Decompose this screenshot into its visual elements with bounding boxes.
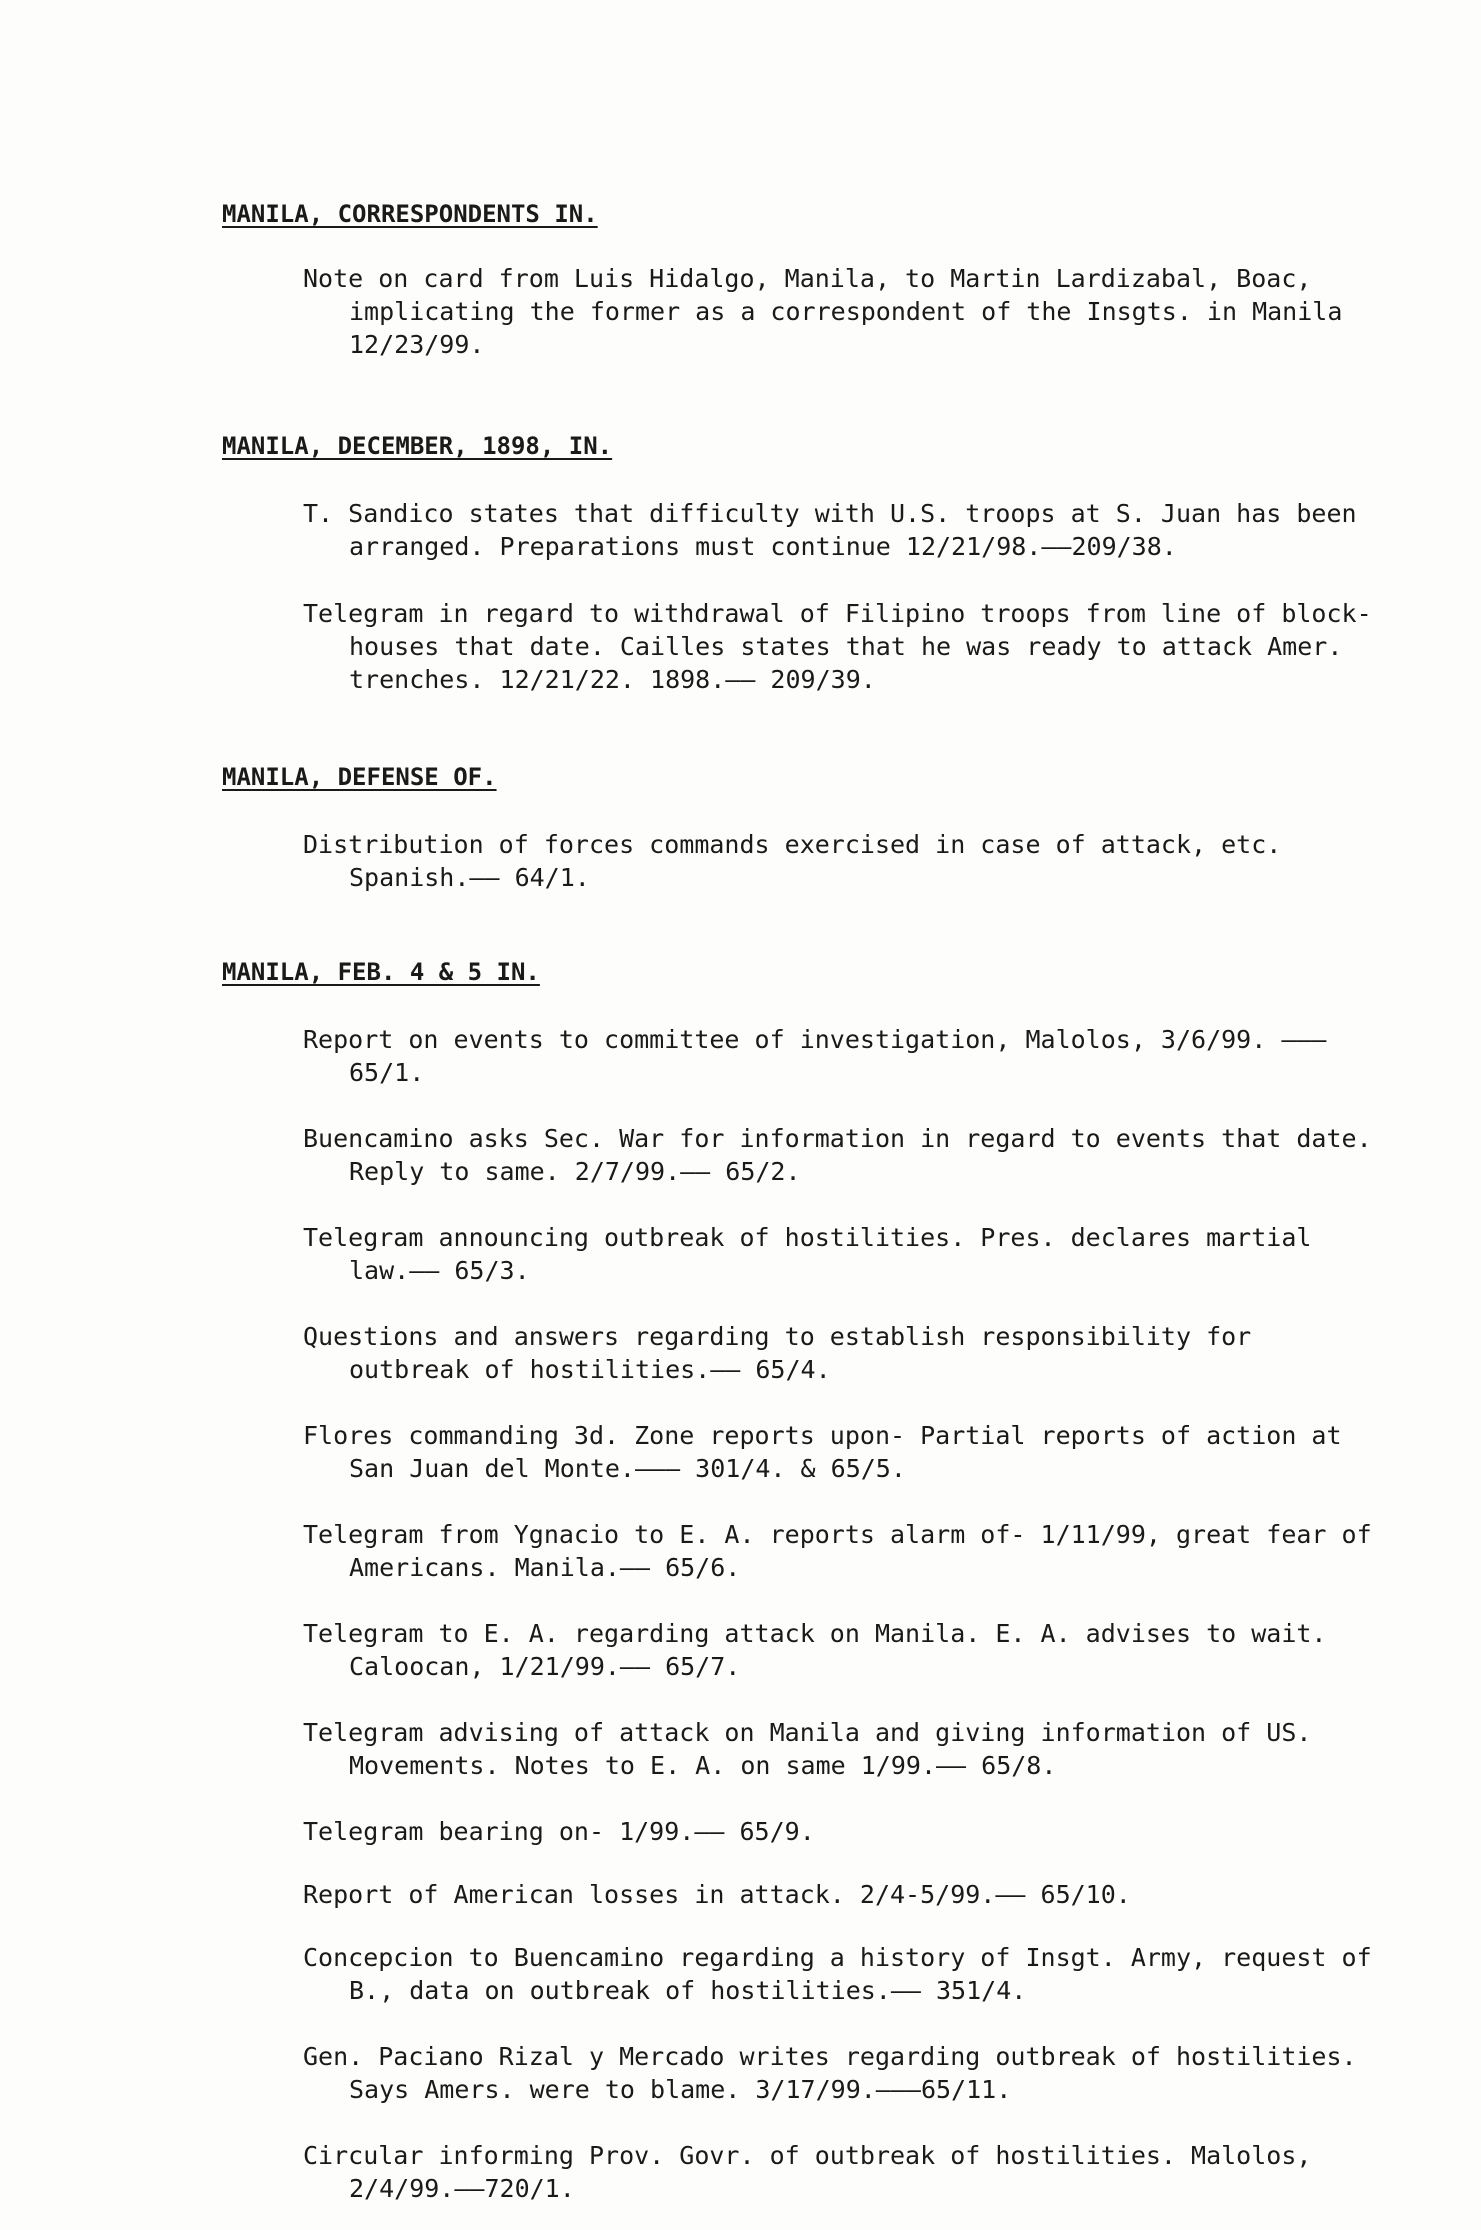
entry-feb-13: Circular informing Prov. Govr. of outbreak of hostilities. Malolos, 2/4/99.——720/1. — [303, 2141, 1312, 2203]
entry-feb-3: Telegram announcing outbreak of hostilities. Pres. declares martial law.—— 65/3. — [303, 1223, 1312, 1285]
entry-feb-8: Telegram advising of attack on Manila and giving information of US. Movements. Notes to E. A. on same 1/99.—— 65/8. — [303, 1718, 1312, 1780]
entry-december-2: Telegram in regard to withdrawal of Filipino troops from line of block-houses that date. Cailles states that he was ready to attack Amer. trenches. 12/21/22. 1898.—— 209/39. — [303, 599, 1372, 694]
entry-feb-11: Concepcion to Buencamino regarding a history of Insgt. Army, request of B., data on outbreak of hostilities.—— 351/4. — [303, 1943, 1372, 2005]
heading-defense: MANILA, DEFENSE OF. — [222, 763, 497, 791]
entry-feb-2: Buencamino asks Sec. War for information in regard to events that date. Reply to same. 2/7/99.—— 65/2. — [303, 1124, 1372, 1186]
entry-feb-10: Report of American losses in attack. 2/4-5/99.—— 65/10. — [303, 1880, 1131, 1909]
heading-correspondents: MANILA, CORRESPONDENTS IN. — [222, 200, 598, 228]
entry-feb-6: Telegram from Ygnacio to E. A. reports alarm of- 1/11/99, great fear of Americans. Manila.—— 65/6. — [303, 1520, 1372, 1582]
entry-correspondents-1: Note on card from Luis Hidalgo, Manila, to Martin Lardizabal, Boac, implicating the former as a correspondent of the Insgts. in Manila 12/23/99. — [303, 264, 1343, 359]
entry-feb-7: Telegram to E. A. regarding attack on Manila. E. A. advises to wait. Caloocan, 1/21/99.—— 65/7. — [303, 1619, 1327, 1681]
entry-feb-5: Flores commanding 3d. Zone reports upon- Partial reports of action at San Juan del Monte.——— 301/4. & 65/5. — [303, 1421, 1342, 1483]
entry-feb-4: Questions and answers regarding to establish responsibility for outbreak of hostilities.—— 65/4. — [303, 1322, 1252, 1384]
entry-december-1: T. Sandico states that difficulty with U.S. troops at S. Juan has been arranged. Preparations must continue 12/21/98.——209/38. — [303, 499, 1357, 561]
heading-feb-4-5: MANILA, FEB. 4 & 5 IN. — [222, 958, 540, 986]
entry-defense-1: Distribution of forces commands exercised in case of attack, etc. Spanish.—— 64/1. — [303, 830, 1282, 892]
entry-feb-12: Gen. Paciano Rizal y Mercado writes regarding outbreak of hostilities. Says Amers. were to blame. 3/17/99.———65/11. — [303, 2042, 1357, 2104]
entry-feb-1: Report on events to committee of investigation, Malolos, 3/6/99. ———65/1. — [303, 1025, 1327, 1087]
heading-december-1898: MANILA, DECEMBER, 1898, IN. — [222, 432, 613, 460]
entry-feb-9: Telegram bearing on- 1/99.—— 65/9. — [303, 1817, 815, 1846]
